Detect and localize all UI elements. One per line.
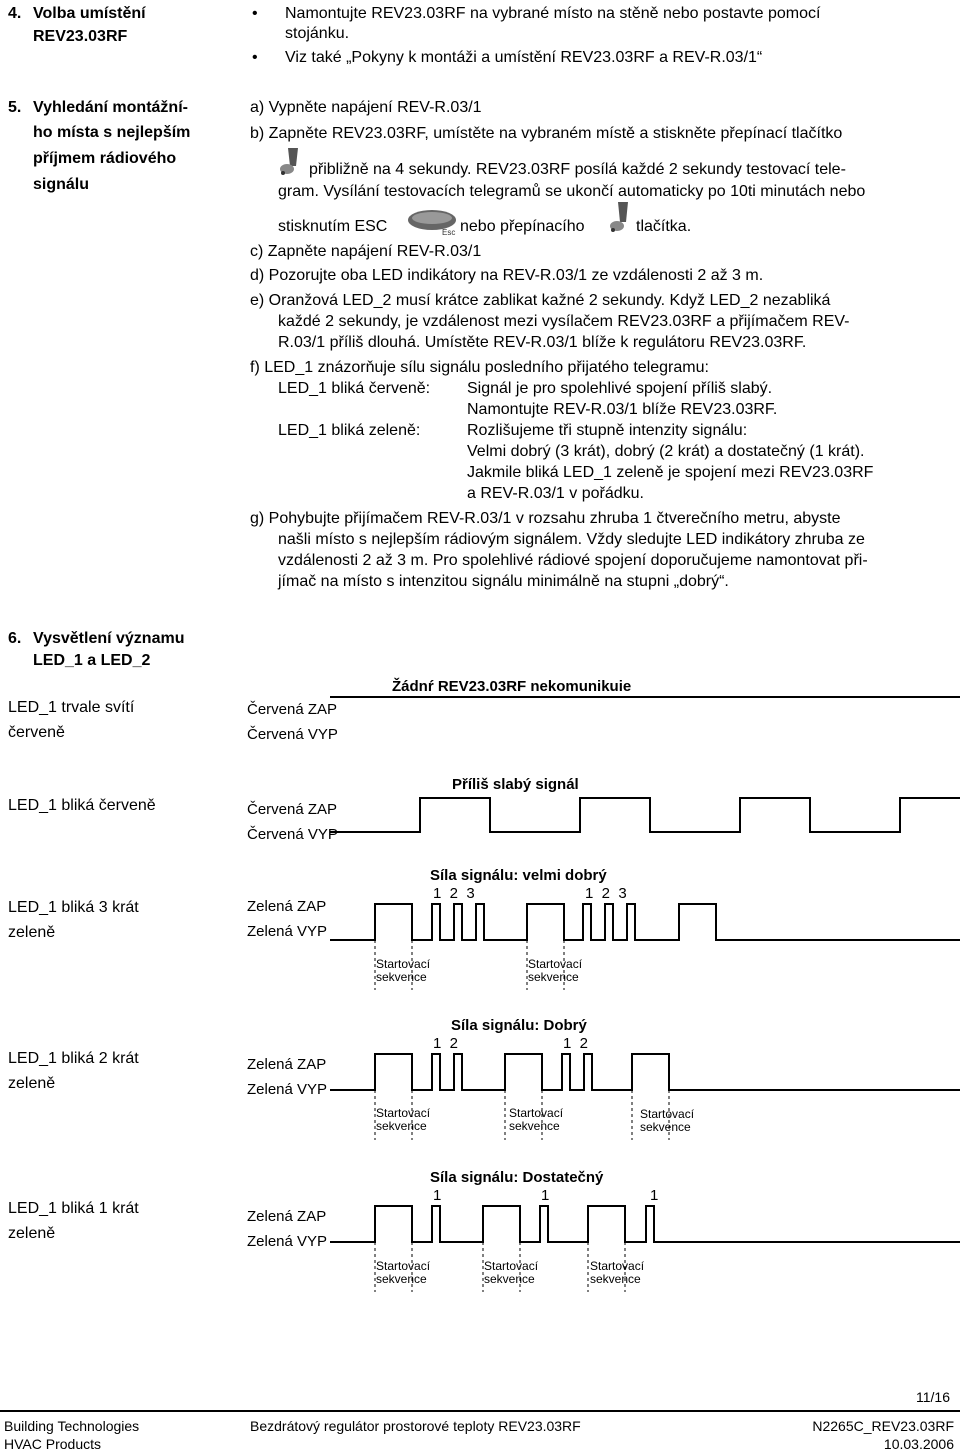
signal-waveform	[330, 1202, 960, 1302]
state-on: Červená ZAP	[247, 701, 338, 718]
bullet-1-cont: stojánku.	[285, 25, 350, 42]
section-4-title-2: REV23.03RF	[33, 28, 128, 45]
start-label: Startovací	[376, 1106, 431, 1120]
step-b: b) Zapněte REV23.03RF, umístěte na vybraném místě a stiskněte přepínací tlačítko	[250, 125, 843, 142]
start-label: Startovací	[376, 957, 431, 971]
step-b-cont-1: přibližně na 4 sekundy. REV23.03RF posílá každé 2 sekundy testovací tele-	[309, 161, 846, 178]
step-c: c) Zapněte napájení REV-R.03/1	[250, 243, 482, 260]
step-g-2: našli místo s nejlepším rádiovým signálem. Vždy sledujte LED indikátory zhruba ze	[278, 531, 865, 548]
bullet-dot: •	[252, 5, 258, 22]
state-off: Zelená VYP	[247, 1233, 328, 1250]
row-label: LED_1 bliká 3 krát	[8, 899, 139, 916]
section-6-title: Vysvětlení významu	[33, 630, 185, 647]
state-off: Zelená VYP	[247, 923, 328, 940]
start-label-2: sekvence	[509, 1119, 560, 1133]
section-4-number: 4.	[8, 5, 22, 22]
step-b-cont-3: stisknutím ESC	[278, 218, 388, 235]
step-b-or: nebo přepínacího	[460, 218, 585, 235]
blink-numbers: 1	[650, 1187, 659, 1204]
step-g: g) Pohybujte přijímačem REV-R.03/1 v rozsahu zhruba 1 čtverečního metru, abyste	[250, 510, 841, 527]
page-number: 11/16	[916, 1389, 950, 1405]
step-e-2: každé 2 sekundy, je vzdálenost mezi vysílačem REV23.03RF a přijímačem REV-	[278, 313, 850, 330]
step-g-4: jímač na místo s intenzitou signálu minimálně na stupni „dobrý“.	[278, 573, 729, 590]
step-f-green-text-4: a REV-R.03/1 v pořádku.	[467, 485, 644, 502]
start-label-2: sekvence	[528, 970, 579, 984]
start-label-2: sekvence	[590, 1272, 641, 1286]
step-e: e) Oranžová LED_2 musí krátce zablikat kažné 2 sekundy. Když LED_2 nezabliká	[250, 292, 831, 309]
signal-title: Síla signálu: velmi dobrý	[430, 867, 607, 884]
start-label-2: sekvence	[376, 1272, 427, 1286]
start-label: Startovací	[484, 1259, 539, 1273]
blink-numbers: 1 2	[433, 1035, 459, 1052]
section-5-title-1: Vyhledání montážní-	[33, 99, 188, 116]
row-label: LED_1 bliká červeně	[8, 797, 156, 814]
step-f-green-text: Rozlišujeme tři stupně intenzity signálu:	[467, 422, 748, 439]
toggle-button-icon	[278, 146, 304, 176]
blink-numbers: 1	[541, 1187, 550, 1204]
step-g-3: vzdálenosti 2 až 3 m. Pro spolehlivé rádiové spojení doporučujeme namontovat při-	[278, 552, 868, 569]
step-f-green-text-2: Velmi dobrý (3 krát), dobrý (2 krát) a dostatečný (1 krát).	[467, 443, 865, 460]
state-off: Červená VYP	[247, 826, 338, 843]
signal-waveform	[330, 1050, 960, 1150]
start-label: Startovací	[376, 1259, 431, 1273]
signal-title: Příliš slabý signál	[452, 776, 579, 793]
step-a: a) Vypněte napájení REV-R.03/1	[250, 99, 482, 116]
row-label-2: zeleně	[8, 1075, 56, 1092]
start-label: Startovací	[640, 1107, 695, 1121]
blink-numbers: 1	[433, 1187, 442, 1204]
footer-rule	[0, 1410, 960, 1412]
section-5-title-2: ho místa s nejlepším	[33, 124, 191, 141]
row-label-2: červeně	[8, 724, 65, 741]
start-label-2: sekvence	[640, 1120, 691, 1134]
start-label-2: sekvence	[484, 1272, 535, 1286]
state-on: Zelená ZAP	[247, 1208, 327, 1225]
step-b-cont-2: gram. Vysílání testovacích telegramů se ukončí automaticky po 10ti minutách nebo	[278, 183, 866, 200]
signal-title: Síla signálu: Dostatečný	[430, 1169, 604, 1186]
step-e-3: R.03/1 příliš dlouhá. Umístěte REV-R.03/1 blíže k regulátoru REV23.03RF.	[278, 334, 807, 351]
blink-numbers: 1 2 3	[433, 885, 475, 902]
bullet-dot: •	[252, 49, 258, 66]
state-off: Červená VYP	[247, 726, 338, 743]
step-f-red-text: Signál je pro spolehlivé spojení příliš slabý.	[467, 380, 773, 397]
row-label-2: zeleně	[8, 924, 56, 941]
section-5-title-4: signálu	[33, 176, 90, 193]
signal-waveform	[330, 690, 960, 710]
start-label: Startovací	[528, 957, 583, 971]
start-label: Startovací	[509, 1106, 564, 1120]
state-on: Zelená ZAP	[247, 1056, 327, 1073]
step-b-end: tlačítka.	[636, 218, 692, 235]
state-on: Zelená ZAP	[247, 898, 327, 915]
blink-numbers: 1 2 3	[585, 885, 627, 902]
row-label-2: zeleně	[8, 1225, 56, 1242]
signal-title: Síla signálu: Dobrý	[451, 1017, 587, 1034]
section-6-title-2: LED_1 a LED_2	[33, 652, 151, 669]
row-label: LED_1 bliká 1 krát	[8, 1200, 139, 1217]
step-f-green-label: LED_1 bliká zeleně:	[278, 422, 421, 439]
bullet-2: Viz také „Pokyny k montáži a umístění REV23.03RF a REV-R.03/1“	[285, 49, 763, 66]
signal-title: Žádnŕ REV23.03RF nekomunikuie	[392, 678, 632, 695]
step-f-red-label: LED_1 bliká červeně:	[278, 380, 431, 397]
state-on: Červená ZAP	[247, 801, 338, 818]
step-f-red-text-2: Namontujte REV-R.03/1 blíže REV23.03RF.	[467, 401, 778, 418]
signal-waveform	[330, 900, 960, 1000]
row-label: LED_1 trvale svítí	[8, 699, 135, 716]
state-off: Zelená VYP	[247, 1081, 328, 1098]
step-f: f) LED_1 znázorňuje sílu signálu posledního přijatého telegramu:	[250, 359, 709, 376]
section-5-number: 5.	[8, 99, 22, 116]
signal-waveform	[330, 790, 960, 840]
start-label: Startovací	[590, 1259, 645, 1273]
footer-division: HVAC Products	[4, 1436, 101, 1452]
blink-numbers: 1 2	[563, 1035, 589, 1052]
row-label: LED_1 bliká 2 krát	[8, 1050, 139, 1067]
section-5-title-3: příjmem rádiového	[33, 150, 177, 167]
footer-doc-id: N2265C_REV23.03RF	[812, 1418, 954, 1434]
step-d: d) Pozorujte oba LED indikátory na REV-R.03/1 ze vzdálenosti 2 až 3 m.	[250, 267, 764, 284]
svg-text:Esc: Esc	[442, 228, 456, 237]
esc-button-icon	[406, 206, 458, 236]
section-4-title: Volba umístění	[33, 5, 146, 22]
bullet-1: Namontujte REV23.03RF na vybrané místo na stěně nebo postavte pomocí	[285, 5, 821, 22]
start-label-2: sekvence	[376, 970, 427, 984]
section-6-number: 6.	[8, 630, 22, 647]
start-label-2: sekvence	[376, 1119, 427, 1133]
footer-date: 10.03.2006	[883, 1436, 954, 1452]
step-f-green-text-3: Jakmile bliká LED_1 zeleně je spojení mezi REV23.03RF	[467, 464, 874, 481]
footer-company: Building Technologies	[4, 1418, 140, 1434]
footer-title: Bezdrátový regulátor prostorové teploty REV23.03RF	[250, 1418, 581, 1434]
toggle-button-icon	[608, 200, 634, 234]
